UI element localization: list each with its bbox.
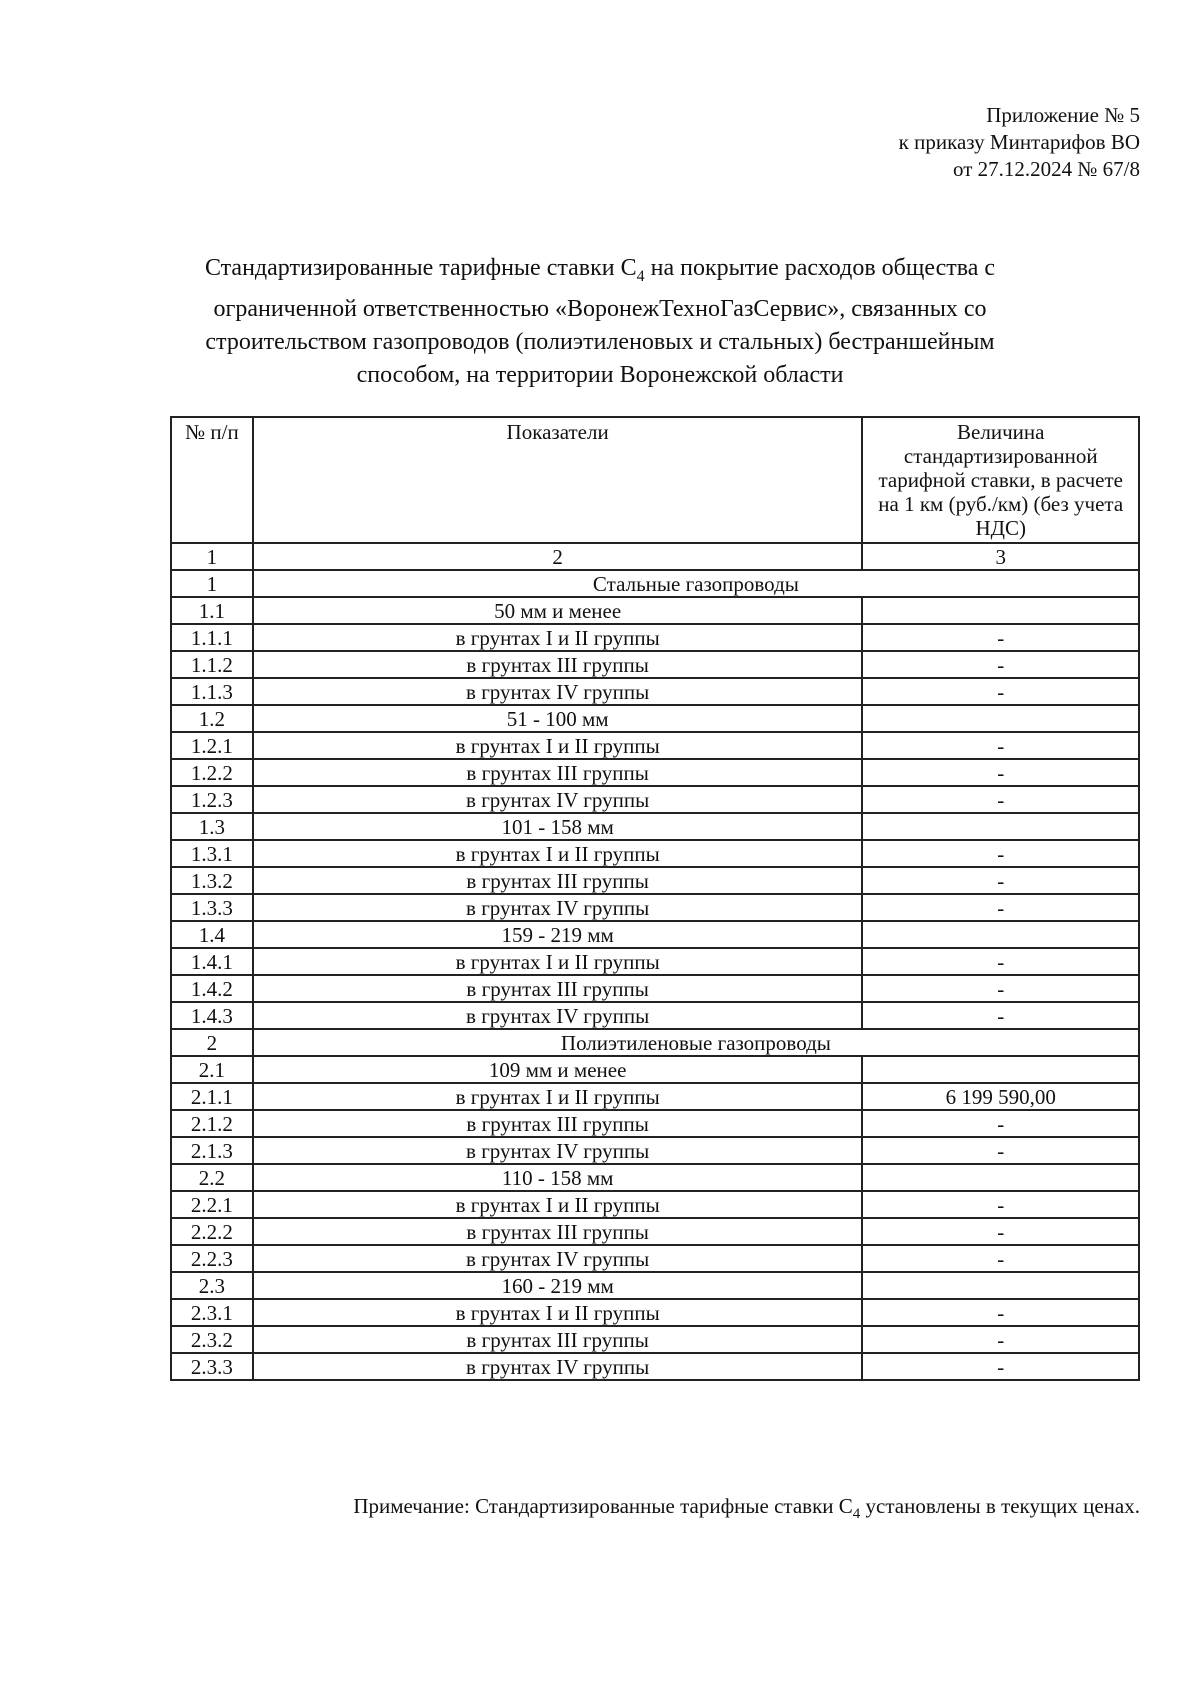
section-row	[171, 570, 1139, 597]
row-indicator-text: в грунтах I и II группы	[455, 625, 660, 650]
row-indicator	[253, 759, 863, 786]
table-row	[171, 732, 1139, 759]
row-rate-value: -	[862, 1245, 1139, 1272]
row-rate-value: -	[862, 1110, 1139, 1137]
row-indicator-text: в грунтах IV группы	[466, 1354, 650, 1379]
row-rate-value: -	[862, 759, 1139, 786]
row-rate-value	[862, 705, 1139, 732]
row-number: 1.1.3	[171, 678, 253, 705]
table-row	[171, 1137, 1139, 1164]
header-number: № п/п	[171, 417, 253, 543]
table-row	[171, 1245, 1139, 1272]
column-numbers-row	[171, 543, 1139, 570]
row-indicator	[253, 732, 863, 759]
row-indicator-text: в грунтах III группы	[466, 1111, 649, 1136]
row-number: 1.3	[171, 813, 253, 840]
table-row	[171, 597, 1139, 624]
title-part2: на покрытие расходов общества с ограниченной ответственностью «ВоронежТехноГазСервис», связанных со строительством газопроводов (полиэтиленовых и стальных) бестраншейным способом, на территории Воронежской области	[205, 255, 996, 388]
row-number: 1.3.2	[171, 867, 253, 894]
table-row	[171, 813, 1139, 840]
row-indicator	[253, 1245, 863, 1272]
row-rate-value: -	[862, 840, 1139, 867]
row-number: 2.1	[171, 1056, 253, 1083]
order-reference: к приказу Минтарифов ВО	[898, 130, 1140, 154]
row-rate-value: -	[862, 975, 1139, 1002]
table-row	[171, 1110, 1139, 1137]
column-number-2: 2	[253, 543, 863, 570]
title-part1: Стандартизированные тарифные ставки С	[204, 255, 637, 281]
row-number: 2.2	[171, 1164, 253, 1191]
row-number: 2.1.1	[171, 1083, 253, 1110]
header-rate: Величина стандартизированной тарифной ставки, в расчете на 1 км (руб./км) (без учета НДС)	[862, 417, 1139, 543]
row-indicator	[253, 1083, 863, 1110]
row-number: 2.1.3	[171, 1137, 253, 1164]
row-indicator	[253, 624, 863, 651]
table-row	[171, 921, 1139, 948]
row-indicator	[253, 894, 863, 921]
row-indicator	[253, 867, 863, 894]
row-rate-value	[862, 1272, 1139, 1299]
row-rate-value: -	[862, 678, 1139, 705]
row-indicator	[253, 1191, 863, 1218]
row-number: 1.4.3	[171, 1002, 253, 1029]
row-indicator-text: в грунтах III группы	[466, 760, 649, 785]
row-indicator	[253, 678, 863, 705]
table-row	[171, 840, 1139, 867]
row-number: 1.2	[171, 705, 253, 732]
row-rate-value	[862, 921, 1139, 948]
row-rate-value	[862, 1164, 1139, 1191]
section-row	[171, 1029, 1139, 1056]
row-indicator-text: в грунтах III группы	[466, 1219, 649, 1244]
row-indicator-text: в грунтах III группы	[466, 868, 649, 893]
row-indicator	[253, 840, 863, 867]
row-indicator-text: 160 - 219 мм	[501, 1273, 614, 1298]
row-indicator	[253, 1326, 863, 1353]
row-indicator	[253, 948, 863, 975]
row-rate-value: -	[862, 1353, 1139, 1380]
table-row	[171, 678, 1139, 705]
row-number: 2.1.2	[171, 1110, 253, 1137]
row-rate-value: -	[862, 624, 1139, 651]
row-indicator	[253, 786, 863, 813]
tariff-table	[170, 416, 1140, 1381]
table-row	[171, 1299, 1139, 1326]
note-subscript: 4	[852, 1506, 861, 1523]
row-indicator-text: в грунтах I и II группы	[455, 1084, 660, 1109]
row-rate-value: -	[862, 786, 1139, 813]
row-number: 2.3.2	[171, 1326, 253, 1353]
row-indicator-text: 101 - 158 мм	[501, 814, 614, 839]
row-indicator	[253, 1164, 863, 1191]
section-label: Полиэтиленовые газопроводы	[253, 1029, 1139, 1056]
row-rate-value: -	[862, 1191, 1139, 1218]
table-row	[171, 651, 1139, 678]
header-indicators: Показатели	[253, 417, 863, 543]
row-indicator-text: в грунтах I и II группы	[455, 1192, 660, 1217]
row-rate-value	[862, 813, 1139, 840]
row-rate-value: 6 199 590,00	[862, 1083, 1139, 1110]
table-row	[171, 975, 1139, 1002]
row-number: 1.2.2	[171, 759, 253, 786]
table-row	[171, 1326, 1139, 1353]
section-label: Стальные газопроводы	[253, 570, 1139, 597]
row-indicator-text: в грунтах III группы	[466, 652, 649, 677]
table-row	[171, 1002, 1139, 1029]
row-number: 1.1	[171, 597, 253, 624]
footnote	[240, 1493, 1140, 1528]
table-row	[171, 1353, 1139, 1380]
row-indicator-text: в грунтах IV группы	[466, 679, 650, 704]
row-indicator	[253, 975, 863, 1002]
row-indicator	[253, 705, 863, 732]
row-number: 2.2.3	[171, 1245, 253, 1272]
table-header-row	[171, 417, 1139, 543]
row-indicator-text: 109 мм и менее	[488, 1057, 627, 1082]
row-indicator	[253, 597, 863, 624]
row-number: 2.2.1	[171, 1191, 253, 1218]
row-indicator-text: 159 - 219 мм	[501, 922, 614, 947]
row-indicator-text: в грунтах I и II группы	[455, 949, 660, 974]
table-row	[171, 759, 1139, 786]
table-row	[171, 624, 1139, 651]
row-indicator-text: в грунтах IV группы	[466, 1246, 650, 1271]
title-subscript: 4	[636, 267, 645, 285]
row-indicator-text: 51 - 100 мм	[506, 706, 609, 731]
row-indicator-text: в грунтах I и II группы	[455, 841, 660, 866]
row-indicator-text: в грунтах III группы	[466, 1327, 649, 1352]
table-row	[171, 1218, 1139, 1245]
row-number: 1.2.1	[171, 732, 253, 759]
tariff-table-body	[171, 417, 1139, 1380]
document-title	[160, 252, 1040, 392]
row-rate-value	[862, 597, 1139, 624]
row-indicator	[253, 813, 863, 840]
row-number: 1.3.3	[171, 894, 253, 921]
table-row	[171, 705, 1139, 732]
row-rate-value: -	[862, 894, 1139, 921]
row-indicator	[253, 1056, 863, 1083]
row-indicator-text: 110 - 158 мм	[501, 1165, 614, 1190]
table-row	[171, 1083, 1139, 1110]
row-number: 1.4.1	[171, 948, 253, 975]
row-rate-value: -	[862, 1218, 1139, 1245]
row-indicator	[253, 1299, 863, 1326]
row-rate-value: -	[862, 1002, 1139, 1029]
row-number: 1.3.1	[171, 840, 253, 867]
row-rate-value: -	[862, 948, 1139, 975]
table-row	[171, 786, 1139, 813]
row-indicator-text: в грунтах IV группы	[466, 895, 650, 920]
note-part2: установлены в текущих ценах.	[860, 1494, 1140, 1518]
row-number: 1.4.2	[171, 975, 253, 1002]
row-indicator-text: в грунтах I и II группы	[455, 733, 660, 758]
table-row	[171, 1191, 1139, 1218]
table-row	[171, 1272, 1139, 1299]
row-indicator	[253, 651, 863, 678]
row-number: 2.2.2	[171, 1218, 253, 1245]
row-number: 2.3.3	[171, 1353, 253, 1380]
appendix-number: Приложение № 5	[986, 103, 1140, 127]
column-number-1: 1	[171, 543, 253, 570]
row-indicator-text: в грунтах IV группы	[466, 1138, 650, 1163]
table-row	[171, 1056, 1139, 1083]
row-indicator-text: в грунтах IV группы	[466, 1003, 650, 1028]
row-rate-value	[862, 1056, 1139, 1083]
row-rate-value: -	[862, 732, 1139, 759]
table-row	[171, 867, 1139, 894]
row-rate-value: -	[862, 1137, 1139, 1164]
row-indicator-text: 50 мм и менее	[494, 598, 622, 623]
appendix-header	[640, 102, 1140, 183]
row-number: 2.3.1	[171, 1299, 253, 1326]
row-indicator	[253, 1110, 863, 1137]
row-indicator	[253, 1002, 863, 1029]
row-indicator	[253, 1353, 863, 1380]
table-row	[171, 894, 1139, 921]
row-indicator-text: в грунтах IV группы	[466, 787, 650, 812]
row-number: 2.3	[171, 1272, 253, 1299]
row-number: 2	[171, 1029, 253, 1056]
row-indicator	[253, 921, 863, 948]
row-number: 1.1.2	[171, 651, 253, 678]
row-number: 1.2.3	[171, 786, 253, 813]
row-number: 1.4	[171, 921, 253, 948]
row-number: 1.1.1	[171, 624, 253, 651]
row-indicator	[253, 1137, 863, 1164]
row-number: 1	[171, 570, 253, 597]
column-number-3: 3	[862, 543, 1139, 570]
table-row	[171, 1164, 1139, 1191]
order-date: от 27.12.2024 № 67/8	[952, 157, 1140, 181]
row-indicator	[253, 1272, 863, 1299]
note-part1: Примечание: Стандартизированные тарифные ставки С	[353, 1494, 853, 1518]
table-row	[171, 948, 1139, 975]
row-rate-value: -	[862, 1326, 1139, 1353]
row-rate-value: -	[862, 1299, 1139, 1326]
row-rate-value: -	[862, 651, 1139, 678]
row-rate-value: -	[862, 867, 1139, 894]
row-indicator-text: в грунтах III группы	[466, 976, 649, 1001]
row-indicator	[253, 1218, 863, 1245]
row-indicator-text: в грунтах I и II группы	[455, 1300, 660, 1325]
